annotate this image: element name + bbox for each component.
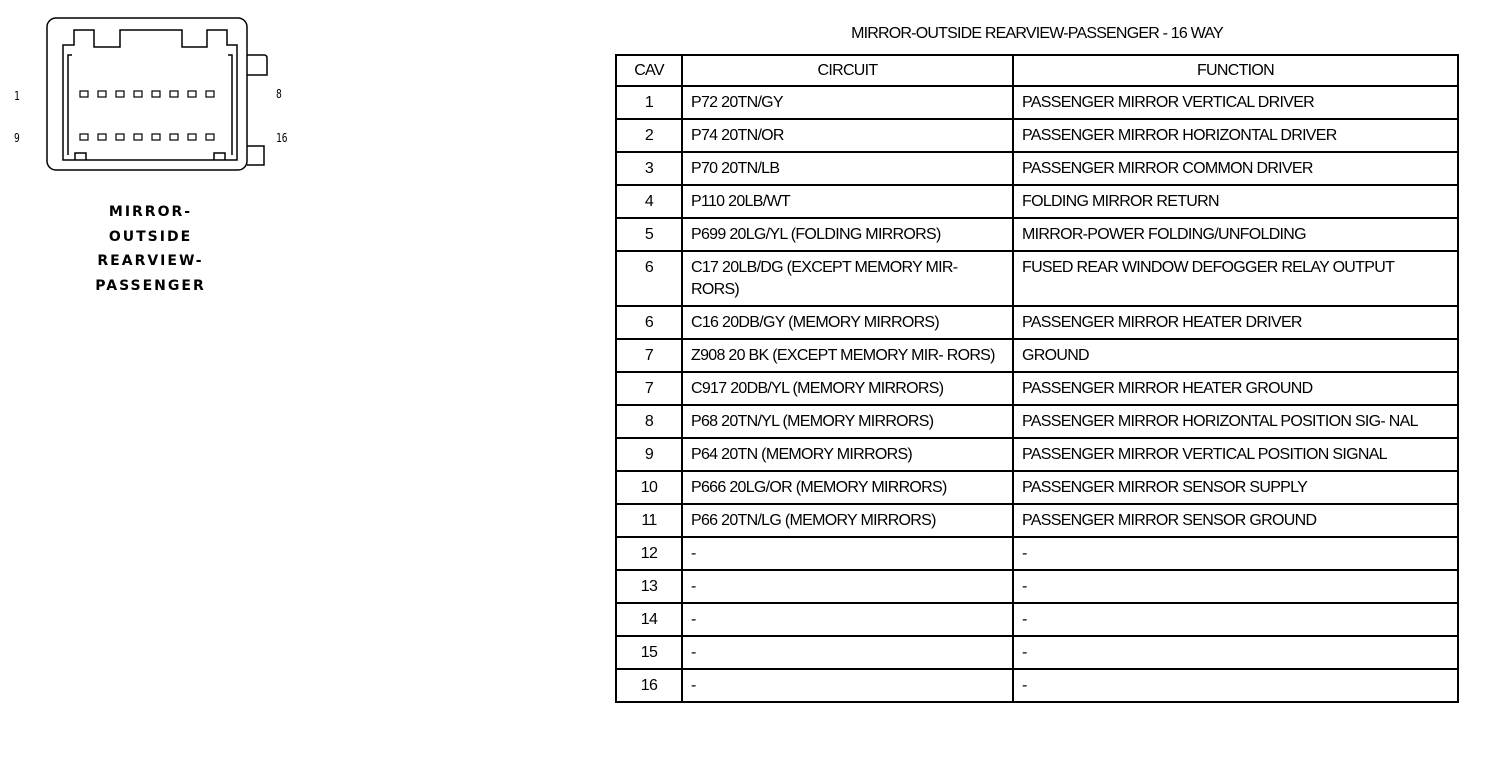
- cav-cell: 15: [616, 636, 682, 669]
- table-title: MIRROR-OUTSIDE REARVIEW-PASSENGER - 16 WAY: [851, 25, 1223, 42]
- function-cell: PASSENGER MIRROR VERTICAL POSITION SIGNAL: [1013, 438, 1458, 471]
- table-row: [616, 504, 1458, 537]
- function-cell: FOLDING MIRROR RETURN: [1013, 185, 1458, 218]
- circuit-cell: P699 20LG/YL (FOLDING MIRRORS): [682, 218, 1013, 251]
- pin-label-1: 1: [14, 89, 20, 103]
- circuit-cell: C16 20DB/GY (MEMORY MIRRORS): [682, 306, 1013, 339]
- table-row: [616, 86, 1458, 119]
- table-row: [616, 636, 1458, 669]
- table-row: [616, 119, 1458, 152]
- circuit-cell: -: [682, 603, 1013, 636]
- connector-name-line: OUTSIDE: [108, 228, 193, 245]
- cav-cell: 14: [616, 603, 682, 636]
- pin-label-9: 9: [14, 131, 20, 145]
- pin-label-8: 8: [276, 87, 282, 101]
- function-cell: PASSENGER MIRROR SENSOR SUPPLY: [1013, 471, 1458, 504]
- cavity-table: [615, 54, 1459, 703]
- table-row: [616, 339, 1458, 372]
- cavity-row-top: [80, 91, 214, 97]
- function-cell: PASSENGER MIRROR COMMON DRIVER: [1013, 152, 1458, 185]
- connector-latch-bottom: [247, 146, 264, 165]
- connector-name-line: REARVIEW-: [97, 253, 204, 269]
- table-row: [616, 603, 1458, 636]
- table-row: [616, 185, 1458, 218]
- cav-cell: 8: [616, 405, 682, 438]
- circuit-cell: C17 20LB/DG (EXCEPT MEMORY MIR- RORS): [682, 251, 1013, 306]
- header-circuit: CIRCUIT: [682, 55, 1013, 86]
- function-cell: -: [1013, 603, 1458, 636]
- connector-name-line: PASSENGER: [95, 277, 206, 294]
- header-cav: CAV: [616, 55, 682, 86]
- circuit-cell: -: [682, 537, 1013, 570]
- table-row: [616, 438, 1458, 471]
- function-cell: -: [1013, 669, 1458, 702]
- connector-name: [78, 200, 223, 298]
- cav-cell: 5: [616, 218, 682, 251]
- circuit-cell: -: [682, 636, 1013, 669]
- cav-cell: 1: [616, 86, 682, 119]
- cav-cell: 11: [616, 504, 682, 537]
- function-cell: PASSENGER MIRROR HEATER GROUND: [1013, 372, 1458, 405]
- table-row: [616, 251, 1458, 306]
- circuit-cell: P66 20TN/LG (MEMORY MIRRORS): [682, 504, 1013, 537]
- table-row: [616, 669, 1458, 702]
- cav-cell: 4: [616, 185, 682, 218]
- table-row: [616, 152, 1458, 185]
- circuit-cell: P74 20TN/OR: [682, 119, 1013, 152]
- function-cell: -: [1013, 570, 1458, 603]
- circuit-cell: P64 20TN (MEMORY MIRRORS): [682, 438, 1013, 471]
- cav-cell: 10: [616, 471, 682, 504]
- table-row: [616, 405, 1458, 438]
- function-cell: -: [1013, 636, 1458, 669]
- cav-cell: 6: [616, 251, 682, 306]
- function-cell: PASSENGER MIRROR HEATER DRIVER: [1013, 306, 1458, 339]
- circuit-cell: -: [682, 669, 1013, 702]
- connector-face-diagram: [0, 0, 320, 200]
- function-cell: -: [1013, 537, 1458, 570]
- cav-cell: 13: [616, 570, 682, 603]
- table-row: [616, 471, 1458, 504]
- function-cell: PASSENGER MIRROR HORIZONTAL POSITION SIG- NAL: [1013, 405, 1458, 438]
- table-row: [616, 306, 1458, 339]
- circuit-cell: -: [682, 570, 1013, 603]
- cav-cell: 9: [616, 438, 682, 471]
- table-header-row: [616, 55, 1458, 86]
- circuit-cell: P72 20TN/GY: [682, 86, 1013, 119]
- table-row: [616, 537, 1458, 570]
- connector-latch-top: [247, 55, 267, 75]
- cav-cell: 6: [616, 306, 682, 339]
- cav-cell: 7: [616, 372, 682, 405]
- circuit-cell: P68 20TN/YL (MEMORY MIRRORS): [682, 405, 1013, 438]
- function-cell: FUSED REAR WINDOW DEFOGGER RELAY OUTPUT: [1013, 251, 1458, 306]
- table-row: [616, 570, 1458, 603]
- cav-cell: 7: [616, 339, 682, 372]
- function-cell: PASSENGER MIRROR SENSOR GROUND: [1013, 504, 1458, 537]
- function-cell: PASSENGER MIRROR VERTICAL DRIVER: [1013, 86, 1458, 119]
- header-function: FUNCTION: [1013, 55, 1458, 86]
- circuit-cell: Z908 20 BK (EXCEPT MEMORY MIR- RORS): [682, 339, 1013, 372]
- circuit-cell: P666 20LG/OR (MEMORY MIRRORS): [682, 471, 1013, 504]
- circuit-cell: P110 20LB/WT: [682, 185, 1013, 218]
- table-row: [616, 372, 1458, 405]
- cav-cell: 12: [616, 537, 682, 570]
- connector-housing: [47, 18, 247, 170]
- cavity-row-bottom: [80, 134, 214, 140]
- circuit-cell: C917 20DB/YL (MEMORY MIRRORS): [682, 372, 1013, 405]
- cav-cell: 16: [616, 669, 682, 702]
- function-cell: PASSENGER MIRROR HORIZONTAL DRIVER: [1013, 119, 1458, 152]
- function-cell: MIRROR-POWER FOLDING/UNFOLDING: [1013, 218, 1458, 251]
- connector-name-line: MIRROR-: [108, 204, 193, 220]
- circuit-cell: P70 20TN/LB: [682, 152, 1013, 185]
- cav-cell: 2: [616, 119, 682, 152]
- function-cell: GROUND: [1013, 339, 1458, 372]
- table-row: [616, 218, 1458, 251]
- cav-cell: 3: [616, 152, 682, 185]
- pin-label-16: 16: [276, 131, 288, 145]
